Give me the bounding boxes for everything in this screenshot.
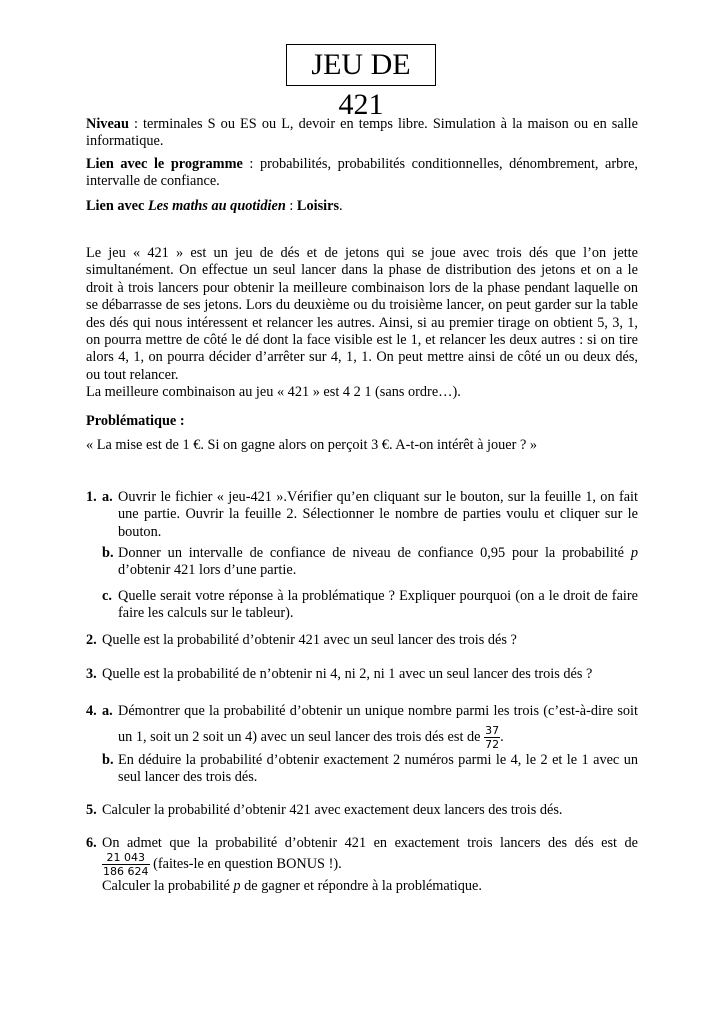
question-3 xyxy=(86,666,638,683)
question-text: Quelle est la probabilité d’obtenir 421 avec un seul lancer des trois dés ? xyxy=(102,632,517,648)
question-text: Calculer la probabilité d’obtenir 421 avec exactement deux lancers des trois dés. xyxy=(102,802,563,818)
question-1c xyxy=(86,588,638,623)
question-6 xyxy=(86,835,638,896)
problematique-text: « La mise est de 1 €. Si on gagne alors on perçoit 3 €. A-t-on intérêt à jouer ? » xyxy=(86,437,538,453)
question-number: 5. xyxy=(86,802,97,818)
question-4b xyxy=(86,752,638,787)
text xyxy=(102,878,638,895)
book-link xyxy=(86,198,638,215)
text: Donner un intervalle de confiance de niveau de confiance 0,95 pour la probabilité xyxy=(118,545,631,561)
fraction-37-72 xyxy=(484,724,500,751)
book-title: Les maths au quotidien xyxy=(147,198,286,214)
question-2 xyxy=(86,632,638,649)
level-text: : terminales S ou ES ou L, devoir en temps libre. Simulation à la maison ou en salle informatique. xyxy=(86,116,638,150)
subquestion-label: a. xyxy=(102,489,113,505)
denominator: 72 xyxy=(485,738,500,751)
period: . xyxy=(500,728,504,745)
question-1b xyxy=(86,545,638,580)
fraction-21043-186624 xyxy=(102,851,150,878)
question-number: 3. xyxy=(86,666,97,682)
question-number: 2. xyxy=(86,632,97,648)
question-text xyxy=(118,545,638,580)
numerator: 37 xyxy=(485,724,500,737)
question-text: Quelle est la probabilité de n’obtenir ni 4, ni 2, ni 1 avec un seul lancer des trois dés ? xyxy=(102,666,593,682)
question-text: En déduire la probabilité d’obtenir exactement 2 numéros parmi le 4, le 2 et le 1 avec un seul lancer des trois dés. xyxy=(118,752,638,786)
question-text: Quelle serait votre réponse à la problématique ? Expliquer pourquoi (on a le droit de faire faire les calculs sur le tableur). xyxy=(118,588,638,622)
numerator: 21 043 xyxy=(106,851,145,865)
question-number: 1. xyxy=(86,489,97,505)
question-number: 4. xyxy=(86,703,97,719)
question-5 xyxy=(86,802,638,819)
book-link-label: Lien avec xyxy=(86,198,148,214)
period: . xyxy=(339,198,343,214)
question-text xyxy=(118,699,638,751)
page-title: JEU DE 421 xyxy=(286,44,436,86)
text: d’obtenir 421 lors d’une partie. xyxy=(118,562,297,579)
variable-p: p xyxy=(233,878,241,895)
text: Démontrer que la probabilité d’obtenir un unique nombre parmi les trois (c’est-à-dire soit un 1, soit un 2 soit un 4) avec un seul lancer des trois dés est de xyxy=(118,703,638,745)
level-info xyxy=(86,116,638,151)
level-label: Niveau xyxy=(86,116,129,132)
text: Calculer la probabilité xyxy=(102,878,234,895)
question-number: 6. xyxy=(86,835,97,851)
question-text xyxy=(102,835,638,896)
separator: : xyxy=(285,198,297,214)
program-text: : probabilités, probabilités conditionnelles, dénombrement, arbre, intervalle de confiance. xyxy=(86,156,638,190)
intro-paragraph xyxy=(86,245,638,402)
book-theme: Loisirs xyxy=(296,198,340,214)
subquestion-label: b. xyxy=(102,752,114,768)
question-text: Ouvrir le fichier « jeu-421 ».Vérifier qu’en cliquant sur le bouton, sur la feuille 1, on fait une partie. Ouvrir la feuille 2. Sélectionner le nombre de parties voulu et cliquer sur le bouton. xyxy=(118,489,638,540)
text: de gagner et répondre à la problématique. xyxy=(240,878,482,895)
denominator: 186 624 xyxy=(103,865,149,879)
best-combination: La meilleure combinaison au jeu « 421 » est 4 2 1 (sans ordre…). xyxy=(86,384,461,401)
subquestion-label: a. xyxy=(102,703,113,719)
subquestion-label: c. xyxy=(102,588,112,604)
variable-p: p xyxy=(630,545,638,561)
program-link xyxy=(86,156,638,191)
question-1a xyxy=(86,489,638,541)
question-4a xyxy=(86,699,638,751)
intro-text: Le jeu « 421 » est un jeu de dés et de jetons qui se joue avec trois dés que l’on jette simultanément. On effectue un seul lancer dans la phase de distribution des jetons et on a le droit à trois lancers pour obtenir la meilleure combinaison lors de la phase pendant laquelle on se débarrasse de ses jetons. Lors du deuxième ou du troisième lancer, on peut garder sur la table des dés qui nous intéressent et relancer les autres. Ainsi, si au premier tirage on obtient 5, 3, 1, on pourra mettre de côté le dé dont la face visible est le 1, et relancer les deux autres : si on tire alors 4, 1, on pourra décider d’arrêter sur 4, 1, 1. On peut mettre ainsi de côté un ou deux dés, ou tout relancer. xyxy=(86,245,638,383)
fraction-line xyxy=(102,851,638,878)
problematique-heading: Problématique : xyxy=(86,413,185,429)
subquestion-label: b. xyxy=(102,545,114,561)
text: (faites-le en question BONUS !). xyxy=(149,856,342,873)
text: On admet que la probabilité d’obtenir 421 en exactement trois lancers des dés est de xyxy=(102,835,638,851)
program-label: Lien avec le programme xyxy=(86,156,243,172)
